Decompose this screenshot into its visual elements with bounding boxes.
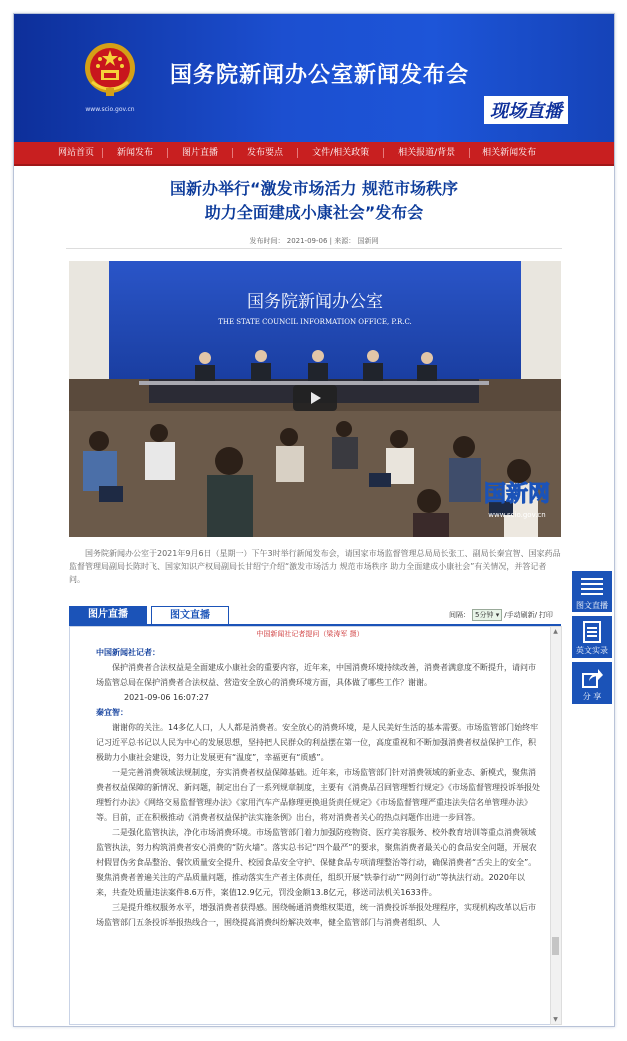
print-link[interactable]: 打印 — [538, 611, 553, 619]
refresh-interval-value: 5分钟 — [475, 611, 494, 619]
entry-timestamp: 2021-09-06 16:07:27 — [124, 693, 209, 702]
answer-paragraph-3: 二是强化监管执法，净化市场消费环境。市场监管部门着力加强防疫物资、医疗美容服务、校外教育培训等重点消费领域监管执法，努力构筑消费者安心消费的“防火墙”。落实总书记“四个最严”的要求，聚焦消费者最关心的食品安全问题，开展农村假冒伪劣食品整治、餐饮质量安全提升、校园食品安全守护、保健食品专项清理整治等行动，确保消费者“舌尖上的安全”。聚焦消费者普遍关注的产品质量问题，推动落实生产者主体责任，组织开展“铁拳行动”“网剑行动”等执法行动。2020年以来，共查处质量违法案件8.6万件，案值12.9亿元，罚没金额13.8亿元，移送司法机关1633件。 — [96, 828, 537, 897]
page-frame — [13, 13, 615, 1027]
manual-refresh-link[interactable]: /手动刷新/ — [504, 611, 537, 619]
watermark-url: www.scio.gov.cn — [488, 511, 546, 519]
main-nav — [14, 142, 614, 166]
nav-item-related-releases[interactable]: 相关新闻发布 — [482, 148, 537, 158]
nav-item-photo-live[interactable]: 图片直播 — [168, 148, 233, 158]
scroll-down-arrow-icon[interactable]: ▼ — [553, 1016, 558, 1023]
play-icon — [307, 390, 323, 406]
photo-byline: 中国新闻社记者提问（梁涛军 摄） — [256, 630, 364, 638]
article-title — [14, 177, 614, 225]
scroll-up-arrow-icon[interactable]: ▲ — [553, 628, 558, 635]
article-meta: 发布时间： 2021-09-06 | 来源： 国新网 — [249, 237, 379, 245]
live-text-panel[interactable] — [69, 626, 551, 1025]
divider — [66, 248, 562, 249]
nav-item-home[interactable]: 网站首页 — [14, 148, 103, 158]
refresh-controls — [449, 609, 553, 621]
float-share-button[interactable] — [572, 662, 612, 704]
list-icon — [579, 575, 605, 599]
backdrop-title-cn: 国务院新闻办公室 — [247, 292, 383, 312]
nav-item-news-release[interactable]: 新闻发布 — [103, 148, 168, 158]
emblem-url: www.scio.gov.cn — [85, 106, 135, 113]
float-text-live-label: 图文直播 — [576, 601, 608, 610]
live-text-scrollbar[interactable] — [550, 626, 562, 1025]
refresh-interval-select[interactable]: 5分钟 ▾ — [472, 609, 502, 621]
float-share-label: 分 享 — [582, 692, 602, 701]
watermark-logo: 国新网 — [483, 482, 551, 507]
float-english-transcript-label: 英文实录 — [576, 646, 608, 655]
press-conference-photo[interactable] — [69, 261, 561, 537]
scroll-thumb[interactable] — [552, 937, 559, 955]
question-speaker: 中国新闻社记者： — [96, 648, 160, 657]
nav-item-reports[interactable]: 相关报道/背景 — [384, 148, 470, 158]
answer-speaker: 秦宜智： — [96, 708, 128, 717]
answer-paragraph-2: 一是完善消费领域法规制度，夯实消费者权益保障基础。近年来，市场监管部门针对消费领域的新业态、新模式，聚焦消费者权益保障的新情况、新问题，制定出台了一系列规章制度，主要有《消费品召回管理暂行规定》《市场监督管理投诉举报处理暂行办法》《网络交易监督管理办法》《家用汽车产品修理更换退货责任规定》《市场监督管理严重违法失信名单管理办法》等。目前，正在积极推动《消费者权益保护法实施条例》出台，将对消费者关心的热点问题作出进一步回答。 — [96, 768, 540, 822]
answer-paragraph-1: 谢谢你的关注。14多亿人口，人人都是消费者。安全放心的消费环境，是人民美好生活的基本需要。市场监管部门始终牢记习近平总书记以人民为中心的发展思想，坚持把人民群众的利益摆在第一位，高度重视和不断加强消费者权益保护工作，积极助力小康社会建设，努力让发展更有“温度”，幸福更有“质感”。 — [96, 723, 539, 762]
header-banner — [14, 14, 614, 142]
float-text-live-button[interactable] — [572, 571, 612, 612]
live-tabs — [69, 606, 561, 626]
site-title: 国务院新闻办公室新闻发布会 — [170, 63, 470, 88]
float-english-transcript-button[interactable] — [572, 616, 612, 658]
tab-photo-live[interactable]: 图片直播 — [69, 606, 147, 624]
photo-caption: 国务院新闻办公室于2021年9月6日（星期一）下午3时举行新闻发布会，请国家市场监督管理总局局长张工、副局长秦宜智、国家药品监督管理局副局长陈时飞、国家知识产权局副局长甘绍宁介绍“激发市场活力 规范市场秩序 助力全面建成小康社会”有关情况，并答记者问。 — [69, 549, 561, 584]
nav-item-key-points[interactable]: 发布要点 — [233, 148, 298, 158]
article-title-line2: 助力全面建成小康社会”发布会 — [204, 203, 424, 222]
document-icon — [581, 620, 603, 644]
tab-text-live[interactable]: 图文直播 — [151, 606, 229, 624]
backdrop-title-en: THE STATE COUNCIL INFORMATION OFFICE, P.R.C. — [218, 318, 412, 326]
nav-item-policies[interactable]: 文件/相关政策 — [298, 148, 384, 158]
play-button[interactable] — [293, 385, 337, 411]
share-icon — [580, 666, 604, 690]
answer-paragraph-4: 三是提升维权服务水平，增强消费者获得感。围绕畅通消费维权渠道，统一消费投诉举报处理程序，实现机构改革以后市场监管部门五条投诉举报热线合一，围绕提高消费纠纷解决效率，健全监管部门与消费者组织、人 — [96, 903, 536, 927]
question-text: 保护消费者合法权益是全面建成小康社会的重要内容，近年来，中国消费环境持续改善，消费者满意度不断提升，请问市场监管总局在保护消费者合法权益、营造安全放心的消费环境方面，具体做了哪些工作？谢谢。 — [96, 663, 536, 687]
national-emblem-icon — [84, 42, 136, 98]
live-badge: 现场直播 — [484, 96, 568, 124]
article-title-line1: 国新办举行“激发市场活力 规范市场秩序 — [169, 179, 459, 198]
refresh-interval-label: 间隔： — [449, 611, 470, 619]
